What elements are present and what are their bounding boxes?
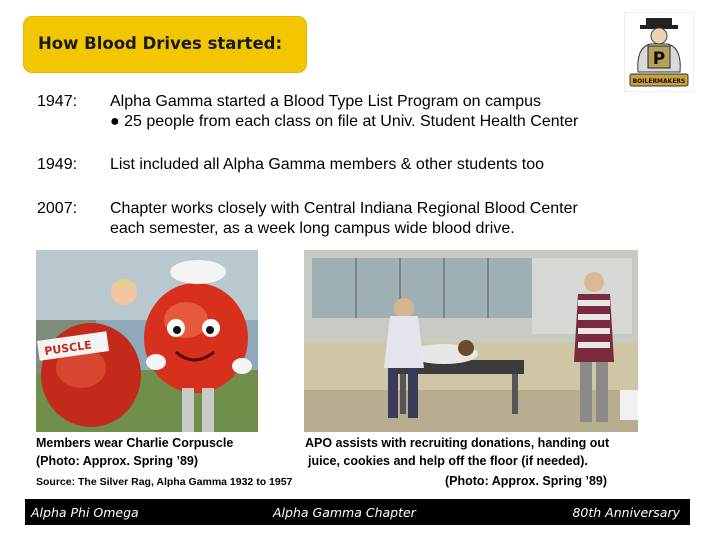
title-box (24, 17, 306, 72)
timeline-year: 1947: (37, 93, 78, 110)
timeline-line: Alpha Gamma started a Blood Type List Program on campus (110, 93, 542, 110)
photo-charlie-corpuscle (36, 250, 258, 432)
source-credit: Source: The Silver Rag, Alpha Gamma 1932 to 1957 (36, 476, 293, 488)
timeline-line: each semester, as a week long campus wide blood drive. (110, 220, 515, 237)
logo-banner-text: BOILERMAKERS (632, 78, 686, 85)
caption-right-line2: juice, cookies and help off the floor (if needed). (308, 454, 588, 468)
footer-bar (25, 499, 690, 525)
timeline-line: ● 25 people from each class on file at Univ. Student Health Center (110, 113, 579, 130)
timeline-line: List included all Alpha Gamma members & other students too (110, 156, 544, 173)
photo-credit-right: (Photo: Approx. Spring ’89) (445, 474, 608, 488)
timeline-year: 2007: (37, 200, 78, 217)
page-title: How Blood Drives started: (38, 34, 283, 53)
footer-center-text: Alpha Gamma Chapter (273, 505, 416, 520)
caption-right-line1: APO assists with recruiting donations, handing out (305, 436, 610, 450)
caption-left-line1: Members wear Charlie Corpuscle (36, 436, 234, 450)
footer-left-text: Alpha Phi Omega (31, 505, 139, 520)
photo-blood-drive (304, 250, 638, 432)
caption-left-line2: (Photo: Approx. Spring ’89) (36, 454, 199, 468)
costume-sign-text: PUSCLE (43, 338, 93, 358)
timeline-year: 1949: (37, 156, 78, 173)
footer-right-text: 80th Anniversary (572, 505, 680, 520)
logo-letter: P (652, 49, 666, 69)
purdue-boilermakers-logo (624, 12, 694, 92)
timeline-line: Chapter works closely with Central Indiana Regional Blood Center (110, 200, 578, 217)
